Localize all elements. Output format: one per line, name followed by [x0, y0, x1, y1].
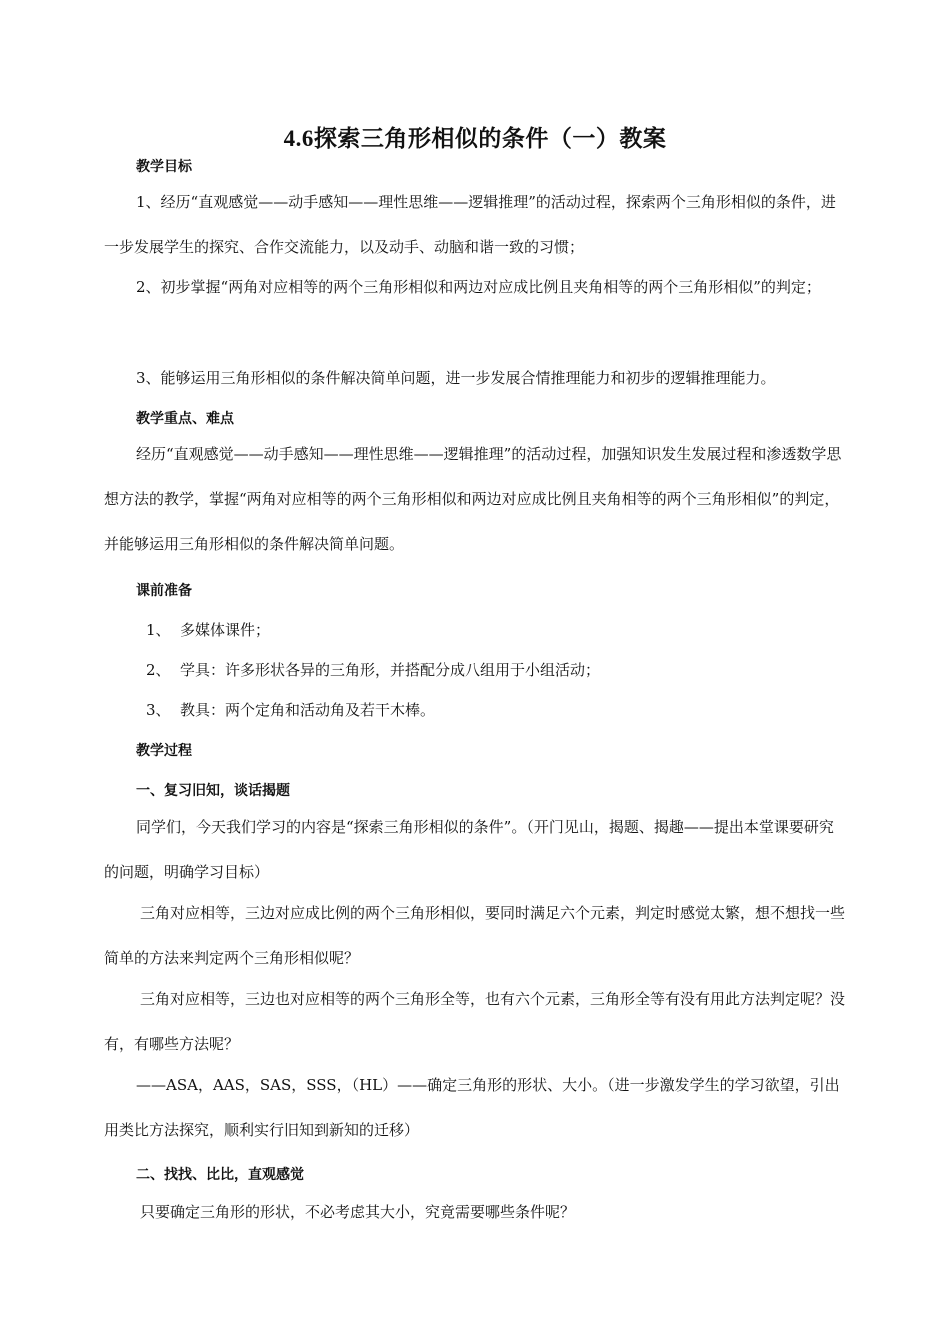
key-points-paragraph: 经历“直观感觉——动手感知——理性思维——逻辑推理”的活动过程，加强知识发生发展过程和渗透数学思想方法的教学，掌握“两角对应相等的两个三角形相似和两边对应成比例且夹角相等的两个三角形相似”的判定，并能够运用三角形相似的条件解决简单问题。	[104, 445, 842, 553]
prep-item-text: 多媒体课件；	[180, 621, 271, 639]
process-paragraph-5: 只要确定三角形的形状，不必考虑其大小，究竟需要哪些条件呢？	[140, 1203, 576, 1221]
process-paragraph-3: 三角对应相等，三边也对应相等的两个三角形全等，也有六个元素，三角形全等有没有用此方法判定呢？没有，有哪些方法呢？	[104, 990, 846, 1053]
prep-item-3	[146, 699, 435, 720]
section-heading-preparation: 课前准备	[136, 583, 192, 599]
process-paragraph-1: 同学们，今天我们学习的内容是“探索三角形相似的条件”。（开门见山，揭题、揭趣——提出本堂课要研究的问题，明确学习目标）	[104, 818, 834, 881]
goal-paragraph-3: 3、能够运用三角形相似的条件解决简单问题，进一步发展合情推理能力和初步的逻辑推理能力。	[136, 369, 776, 387]
prep-item-number: 2、	[146, 661, 171, 679]
section-heading-goals: 教学目标	[136, 159, 192, 175]
prep-item-text: 教具：两个定角和活动角及若干木棒。	[180, 701, 436, 719]
section-heading-process: 教学过程	[136, 743, 192, 759]
process-paragraph-4: ——ASA，AAS，SAS，SSS，（HL）——确定三角形的形状、大小。（进一步激发学生的学习欲望，引出用类比方法探究，顺利实行旧知到新知的迁移）	[104, 1076, 840, 1139]
prep-item-1	[146, 619, 270, 640]
process-paragraph-2: 三角对应相等，三边对应成比例的两个三角形相似，要同时满足六个元素，判定时感觉太繁，想不想找一些简单的方法来判定两个三角形相似呢？	[104, 904, 846, 967]
prep-item-text: 学具：许多形状各异的三角形，并搭配分成八组用于小组活动；	[180, 661, 601, 679]
prep-item-number: 3、	[146, 701, 171, 719]
prep-item-number: 1、	[146, 621, 171, 639]
part-heading-review: 一、复习旧知，谈话揭题	[136, 783, 290, 799]
section-heading-key-points: 教学重点、难点	[136, 411, 234, 427]
prep-item-2	[146, 659, 600, 680]
document-title: 4.6探索三角形相似的条件（一）教案	[283, 126, 667, 151]
goal-paragraph-2: 2、初步掌握“两角对应相等的两个三角形相似和两边对应成比例且夹角相等的两个三角形相似”的判定；	[136, 278, 821, 296]
part-heading-compare: 二、找找、比比，直观感觉	[136, 1167, 304, 1183]
goal-paragraph-1: 1、经历“直观感觉——动手感知——理性思维——逻辑推理”的活动过程，探索两个三角形相似的条件，进一步发展学生的探究、合作交流能力，以及动手、动脑和谐一致的习惯；	[104, 193, 836, 256]
